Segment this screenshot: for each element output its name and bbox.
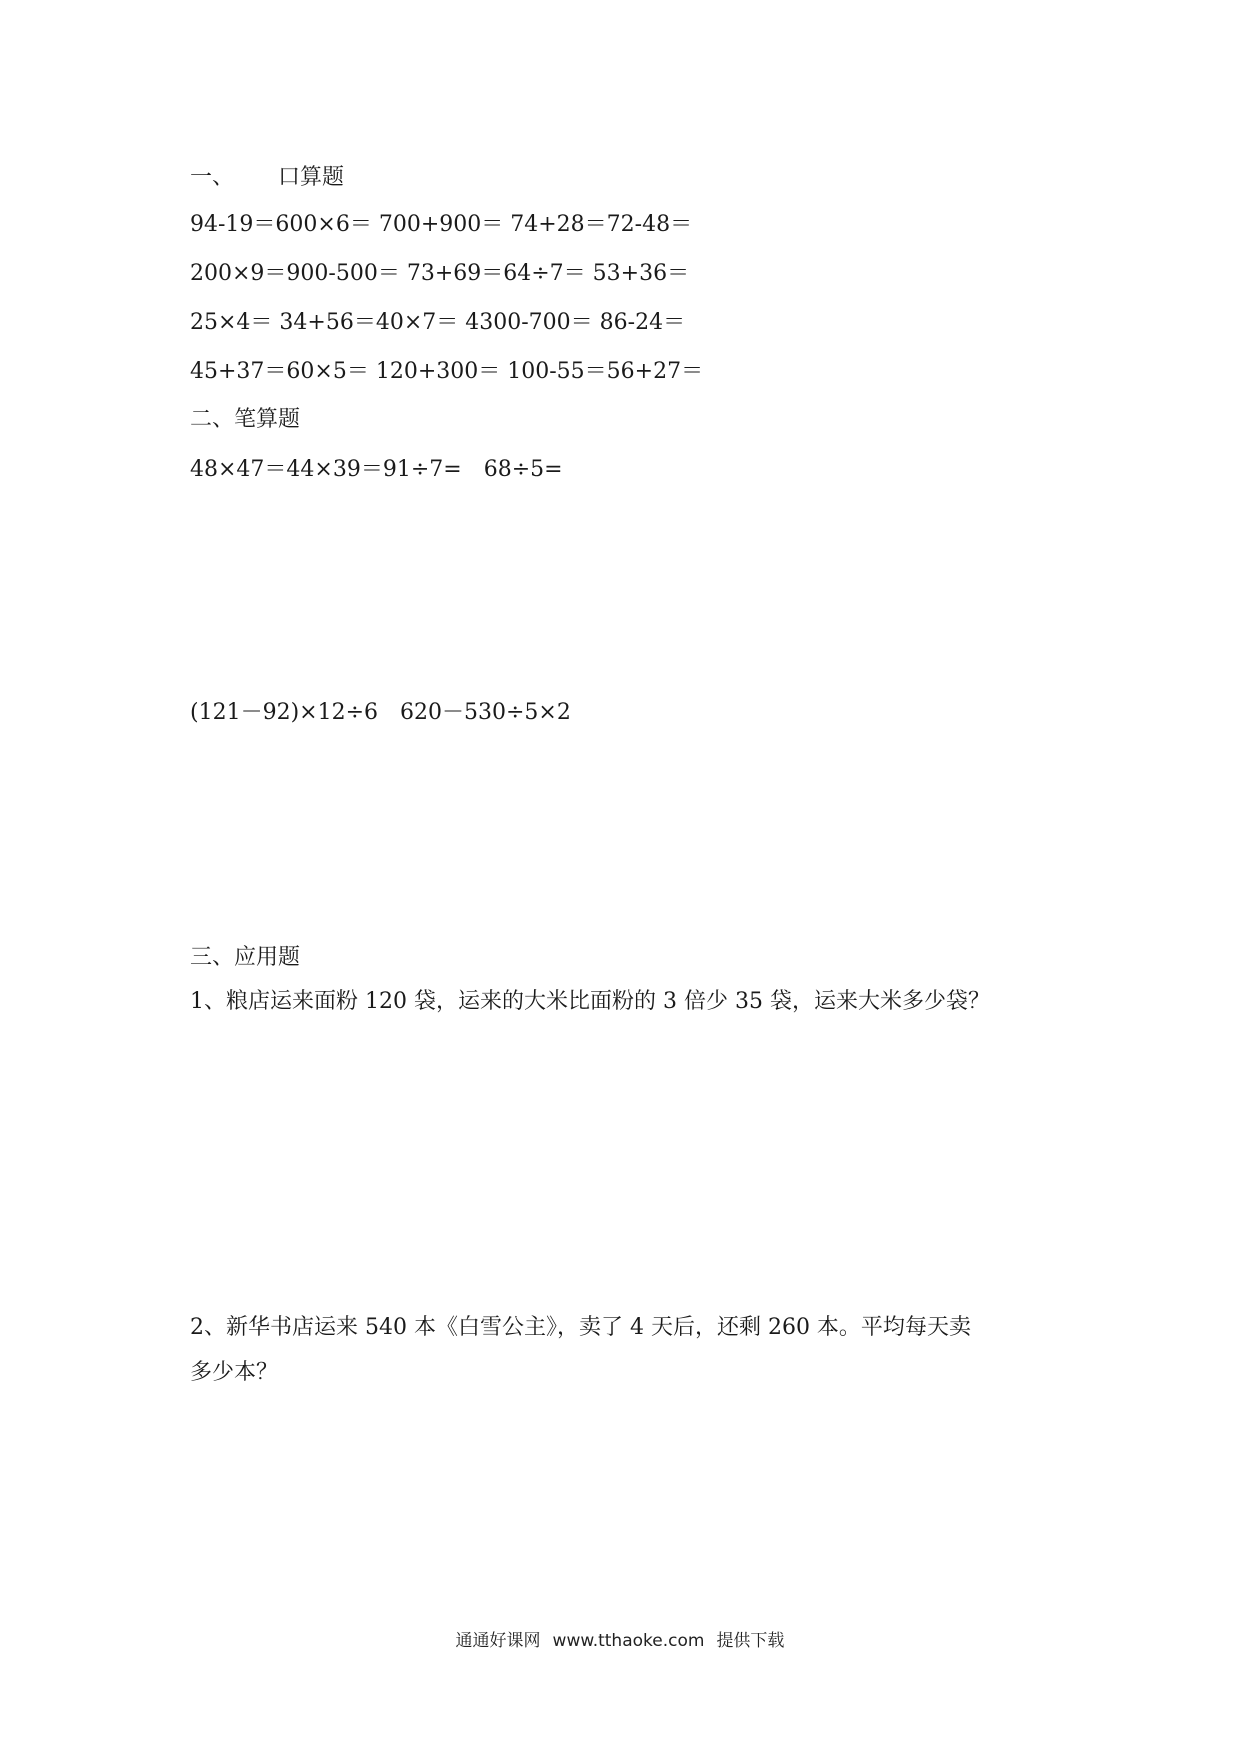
word-problem-1: 1、粮店运来面粉 120 袋，运来的大米比面粉的 3 倍少 35 袋，运来大米多少袋？ xyxy=(190,989,990,1014)
section1-heading xyxy=(190,163,344,193)
footer-url[interactable]: www.tthaoke.com xyxy=(552,1631,705,1651)
footer-site-name: 通通好课网 xyxy=(455,1631,541,1651)
mental-math-row-2: 200×9＝900-500＝ 73+69＝64÷7＝ 53+36＝ xyxy=(190,261,690,286)
mental-math-row-1: 94-19＝600×6＝ 700+900＝ 74+28＝72-48＝ xyxy=(190,212,693,237)
section3-heading: 三、应用题 xyxy=(190,945,301,970)
written-calc-row-1: 48×47＝44×39＝91÷7= 68÷5= xyxy=(190,457,563,482)
word-problem-2-line-1: 2、新华书店运来 540 本《白雪公主》，卖了 4 天后，还剩 260 本。平均每天卖 xyxy=(190,1315,971,1340)
section1-number: 一、 xyxy=(190,165,235,190)
page-footer xyxy=(0,1629,1240,1653)
footer-suffix: 提供下载 xyxy=(716,1631,785,1651)
section2-heading: 二、笔算题 xyxy=(190,407,301,432)
section1-title: 口算题 xyxy=(278,165,345,190)
mental-math-row-4: 45+37＝60×5＝ 120+300＝ 100-55＝56+27＝ xyxy=(190,359,704,384)
mental-math-row-3: 25×4＝ 34+56＝40×7＝ 4300-700＝ 86-24＝ xyxy=(190,310,686,335)
word-problem-2-line-2: 多少本？ xyxy=(190,1360,279,1385)
written-calc-row-2: (121－92)×12÷6 620－530÷5×2 xyxy=(190,700,571,725)
